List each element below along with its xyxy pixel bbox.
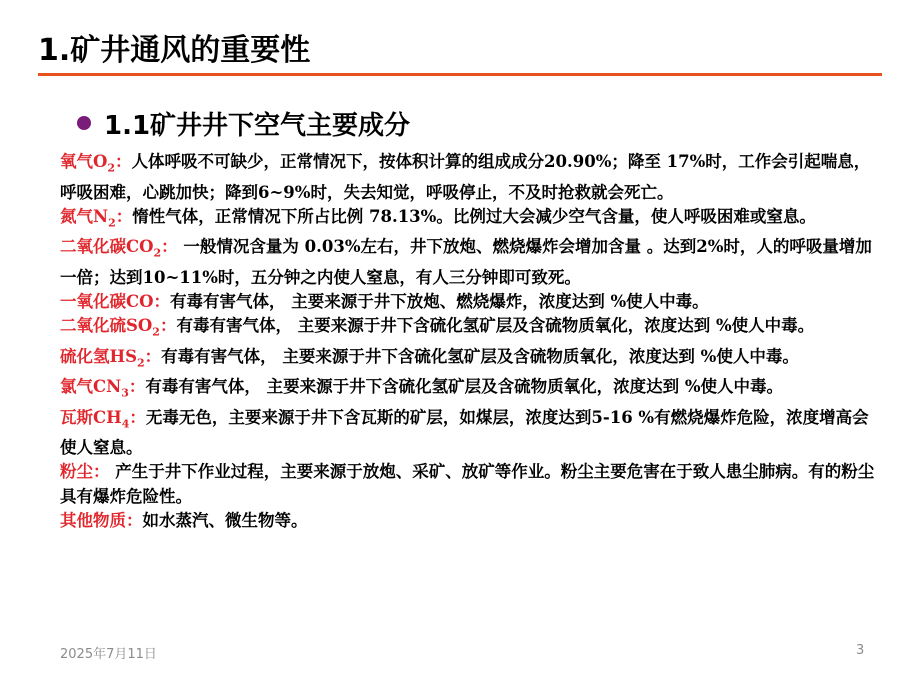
section-subtitle: 1.1矿井井下空气主要成分: [104, 111, 411, 141]
entry-text: 惰性气体，正常情况下所占比例 78.13%。比例过大会减少空气含量，使人呼吸困难或窒息。: [132, 206, 816, 226]
entry-text: 人体呼吸不可缺少，正常情况下，按体积计算的组成成分20.90%；降至 17%时，工作会引起喘息，呼吸困难，心跳加快；降到6~9%时，失去知觉，呼吸停止，不及时抢救就会死亡。: [60, 152, 871, 202]
entry-term: 瓦斯$CH_4$：: [60, 407, 146, 430]
entry-term: 氯气$CN_3$：: [60, 377, 146, 400]
entry-methane: [60, 406, 880, 461]
entry-term: 硫化氢$HS_2$：: [60, 346, 162, 369]
entry-term: 氮气$N_2$：: [60, 206, 133, 229]
entry-text: 一般情况含量为 0.03%左右，井下放炮、燃烧爆炸会增加含量 。达到2%时，人的呼吸量增加一倍；达到10~11%时，五分钟之内使人窒息，有人三分钟即可致死。: [60, 237, 872, 287]
entry-hydrogen-sulfide: [60, 345, 880, 376]
slide-title: 1.矿井通风的重要性: [38, 33, 311, 68]
entry-text: 有毒有害气体， 主要来源于井下放炮、燃烧爆炸，浓度达到 %使人中毒。: [170, 291, 709, 311]
page-number: 3: [856, 643, 865, 658]
entry-cyanogen: [60, 375, 880, 406]
entry-other: [60, 509, 880, 533]
entry-text: 有毒有害气体， 主要来源于井下含硫化氢矿层及含硫物质氧化，浓度达到 %使人中毒。: [176, 316, 815, 336]
entry-dust: [60, 460, 880, 508]
bullet-icon: [77, 116, 91, 130]
entry-text: 无毒无色，主要来源于井下含瓦斯的矿层，如煤层，浓度达到5-16 %有燃烧爆炸危险，浓度增高会使人窒息。: [60, 407, 869, 458]
entry-term: 粉尘：: [60, 462, 110, 482]
entry-term: 氧气$O_2$：: [60, 152, 132, 175]
content-body: [60, 150, 880, 533]
entry-term: 二氧化碳$CO_2$：: [60, 237, 178, 260]
entry-oxygen: [60, 150, 880, 205]
footer-date: 2025年7月11日: [60, 647, 157, 662]
title-divider: [38, 73, 882, 76]
entry-text: 有毒有害气体， 主要来源于井下含硫化氢矿层及含硫物质氧化，浓度达到 %使人中毒。: [161, 346, 799, 366]
entry-term: 其他物质：: [60, 510, 143, 530]
entry-text: 如水蒸汽、微生物等。: [142, 510, 308, 530]
entry-sulfur-dioxide: [60, 314, 880, 345]
entry-carbon-monoxide: [60, 290, 880, 314]
entry-carbon-dioxide: [60, 235, 880, 290]
entry-term: 二氧化硫$SO_2$：: [60, 316, 177, 339]
entry-nitrogen: [60, 205, 880, 236]
entry-term: 一氧化碳CO：: [60, 291, 171, 311]
entry-text: 产生于井下作业过程，主要来源于放炮、采矿、放矿等作业。粉尘主要危害在于致人患尘肺病。有的粉尘具有爆炸危险性。: [60, 462, 875, 506]
entry-text: 有毒有害气体， 主要来源于井下含硫化氢矿层及含硫物质氧化，浓度达到 %使人中毒。: [145, 377, 784, 397]
